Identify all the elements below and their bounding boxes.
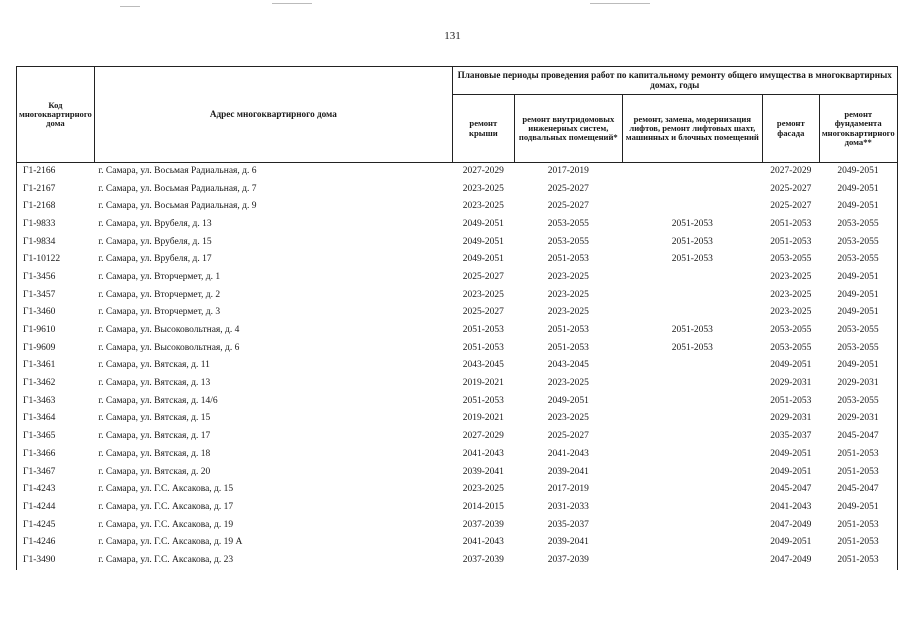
cell-foundation: 2051-2053 [819, 446, 897, 464]
cell-code: Г1-9833 [17, 216, 95, 234]
cell-elevators [622, 552, 762, 570]
cell-code: Г1-3465 [17, 428, 95, 446]
cell-engineering: 2053-2055 [547, 236, 589, 247]
table-row [17, 181, 898, 199]
cell-code: Г1-3463 [17, 393, 95, 411]
header-facade: ремонт фасада [762, 95, 819, 163]
table-row [17, 216, 898, 234]
cell-elevators [622, 517, 762, 535]
cell-code: Г1-3467 [17, 464, 95, 482]
cell-code: Г1-9834 [17, 234, 95, 252]
cell-facade: 2041-2043 [770, 501, 812, 512]
cell-engineering: 2023-2025 [547, 271, 589, 282]
cell-code: Г1-3462 [17, 375, 95, 393]
table-row [17, 375, 898, 393]
cell-foundation: 2053-2055 [819, 216, 897, 234]
cell-facade: 2025-2027 [770, 201, 812, 212]
cell-roof: 2025-2027 [462, 271, 504, 282]
header-address: Адрес многоквартирного дома [94, 67, 452, 163]
cell-foundation: 2053-2055 [819, 340, 897, 358]
cell-address: г. Самара, ул. Врубеля, д. 15 [98, 236, 212, 247]
table-row [17, 163, 898, 181]
table-row [17, 393, 898, 411]
cell-facade: 2029-2031 [770, 413, 812, 424]
cell-facade: 2051-2053 [770, 395, 812, 406]
cell-foundation: 2053-2055 [819, 393, 897, 411]
cell-code: Г1-4244 [17, 499, 95, 517]
cell-elevators [622, 393, 762, 411]
page-number: 131 [444, 30, 461, 42]
cell-facade: 2051-2053 [770, 218, 812, 229]
cell-facade: 2023-2025 [770, 271, 812, 282]
cell-elevators [622, 181, 762, 199]
cell-code: Г1-2166 [17, 163, 95, 181]
cell-elevators: 2051-2053 [671, 254, 713, 265]
cell-elevators [622, 305, 762, 323]
cell-facade: 2049-2051 [770, 537, 812, 548]
cell-elevators [622, 375, 762, 393]
cell-code: Г1-3461 [17, 358, 95, 376]
cell-facade: 2053-2055 [770, 325, 812, 336]
cell-facade: 2053-2055 [770, 254, 812, 265]
cell-engineering: 2043-2045 [547, 360, 589, 371]
cell-address: г. Самара, ул. Вятская, д. 13 [98, 378, 211, 389]
cell-elevators [622, 198, 762, 216]
table-row [17, 428, 898, 446]
table-row [17, 552, 898, 570]
cell-foundation: 2053-2055 [819, 234, 897, 252]
cell-roof: 2023-2025 [462, 201, 504, 212]
cell-address: г. Самара, ул. Вятская, д. 14/6 [98, 395, 218, 406]
cell-engineering: 2017-2019 [547, 484, 589, 495]
cell-foundation: 2053-2055 [819, 322, 897, 340]
table-row [17, 446, 898, 464]
table-row [17, 481, 898, 499]
cell-roof: 2049-2051 [462, 236, 504, 247]
scan-mark [120, 6, 140, 7]
cell-roof: 2051-2053 [462, 395, 504, 406]
cell-elevators: 2051-2053 [671, 342, 713, 353]
cell-engineering: 2025-2027 [547, 431, 589, 442]
cell-roof: 2037-2039 [462, 554, 504, 565]
cell-foundation: 2045-2047 [819, 428, 897, 446]
cell-elevators: 2051-2053 [671, 218, 713, 229]
table-row [17, 322, 898, 340]
cell-engineering: 2023-2025 [547, 289, 589, 300]
cell-roof: 2023-2025 [462, 183, 504, 194]
cell-elevators: 2051-2053 [671, 325, 713, 336]
table-row [17, 305, 898, 323]
cell-address: г. Самара, ул. Вторчермет, д. 1 [98, 271, 221, 282]
cell-code: Г1-4245 [17, 517, 95, 535]
cell-engineering: 2017-2019 [547, 165, 589, 176]
cell-elevators [622, 269, 762, 287]
cell-engineering: 2025-2027 [547, 183, 589, 194]
cell-engineering: 2051-2053 [547, 325, 589, 336]
cell-foundation: 2049-2051 [819, 269, 897, 287]
header-code: Код многоквартирного дома [17, 67, 95, 163]
cell-roof: 2019-2021 [462, 378, 504, 389]
repair-schedule-table [16, 66, 898, 570]
cell-roof: 2039-2041 [462, 466, 504, 477]
table-row [17, 340, 898, 358]
cell-foundation: 2049-2051 [819, 163, 897, 181]
cell-code: Г1-3460 [17, 305, 95, 323]
cell-engineering: 2023-2025 [547, 307, 589, 318]
cell-address: г. Самара, ул. Вторчермет, д. 2 [98, 289, 221, 300]
cell-roof: 2019-2021 [462, 413, 504, 424]
header-foundation: ремонт фундамента многоквартирного дома** [819, 95, 897, 163]
table-row [17, 269, 898, 287]
cell-roof: 2023-2025 [462, 484, 504, 495]
cell-address: г. Самара, ул. Высоковольтная, д. 4 [98, 325, 240, 336]
cell-foundation: 2029-2031 [819, 411, 897, 429]
cell-elevators [622, 287, 762, 305]
cell-address: г. Самара, ул. Вятская, д. 15 [98, 413, 211, 424]
cell-engineering: 2039-2041 [547, 466, 589, 477]
cell-facade: 2047-2049 [770, 519, 812, 530]
cell-address: г. Самара, ул. Высоковольтная, д. 6 [98, 342, 240, 353]
cell-roof: 2043-2045 [462, 360, 504, 371]
cell-roof: 2049-2051 [462, 254, 504, 265]
cell-roof: 2049-2051 [462, 218, 504, 229]
cell-address: г. Самара, ул. Г.С. Аксакова, д. 19 [98, 519, 234, 530]
table-row [17, 499, 898, 517]
table-row [17, 287, 898, 305]
cell-code: Г1-4243 [17, 481, 95, 499]
cell-address: г. Самара, ул. Г.С. Аксакова, д. 23 [98, 554, 234, 565]
cell-foundation: 2049-2051 [819, 287, 897, 305]
cell-foundation: 2051-2053 [819, 464, 897, 482]
cell-foundation: 2045-2047 [819, 481, 897, 499]
cell-facade: 2051-2053 [770, 236, 812, 247]
cell-code: Г1-2167 [17, 181, 95, 199]
cell-address: г. Самара, ул. Восьмая Радиальная, д. 7 [98, 183, 257, 194]
cell-facade: 2049-2051 [770, 360, 812, 371]
cell-address: г. Самара, ул. Вятская, д. 18 [98, 448, 211, 459]
cell-facade: 2023-2025 [770, 307, 812, 318]
cell-engineering: 2025-2027 [547, 201, 589, 212]
cell-foundation: 2051-2053 [819, 517, 897, 535]
cell-address: г. Самара, ул. Врубеля, д. 13 [98, 218, 212, 229]
cell-roof: 2051-2053 [462, 325, 504, 336]
cell-facade: 2027-2029 [770, 165, 812, 176]
cell-address: г. Самара, ул. Г.С. Аксакова, д. 15 [98, 484, 234, 495]
table-row [17, 251, 898, 269]
cell-code: Г1-3464 [17, 411, 95, 429]
cell-foundation: 2053-2055 [819, 251, 897, 269]
header-elevators: ремонт, замена, модернизация лифтов, ремонт лифтовых шахт, машинных и блочных помещений [622, 95, 762, 163]
cell-foundation: 2051-2053 [819, 552, 897, 570]
cell-engineering: 2031-2033 [547, 501, 589, 512]
cell-elevators [622, 428, 762, 446]
cell-foundation: 2049-2051 [819, 305, 897, 323]
cell-address: г. Самара, ул. Вятская, д. 17 [98, 431, 211, 442]
cell-engineering: 2049-2051 [547, 395, 589, 406]
cell-engineering: 2041-2043 [547, 448, 589, 459]
cell-facade: 2053-2055 [770, 342, 812, 353]
cell-address: г. Самара, ул. Врубеля, д. 17 [98, 254, 212, 265]
cell-facade: 2045-2047 [770, 484, 812, 495]
cell-elevators [622, 499, 762, 517]
cell-address: г. Самара, ул. Г.С. Аксакова, д. 19 А [98, 537, 243, 548]
cell-foundation: 2049-2051 [819, 181, 897, 199]
cell-foundation: 2049-2051 [819, 499, 897, 517]
cell-elevators [622, 358, 762, 376]
table-row [17, 534, 898, 552]
cell-address: г. Самара, ул. Восьмая Радиальная, д. 6 [98, 165, 257, 176]
cell-code: Г1-3456 [17, 269, 95, 287]
cell-facade: 2049-2051 [770, 448, 812, 459]
table-row [17, 358, 898, 376]
cell-elevators: 2051-2053 [671, 236, 713, 247]
cell-address: г. Самара, ул. Вятская, д. 20 [98, 466, 211, 477]
scan-mark [272, 3, 312, 4]
cell-roof: 2014-2015 [462, 501, 504, 512]
cell-elevators [622, 163, 762, 181]
cell-facade: 2049-2051 [770, 466, 812, 477]
cell-engineering: 2053-2055 [547, 218, 589, 229]
scan-mark [590, 3, 650, 4]
cell-roof: 2041-2043 [462, 537, 504, 548]
cell-code: Г1-2168 [17, 198, 95, 216]
table-row [17, 198, 898, 216]
cell-roof: 2027-2029 [462, 165, 504, 176]
table-row [17, 234, 898, 252]
table-row [17, 517, 898, 535]
cell-elevators [622, 446, 762, 464]
cell-foundation: 2051-2053 [819, 534, 897, 552]
cell-engineering: 2023-2025 [547, 413, 589, 424]
cell-engineering: 2051-2053 [547, 342, 589, 353]
cell-roof: 2041-2043 [462, 448, 504, 459]
cell-engineering: 2023-2025 [547, 378, 589, 389]
cell-code: Г1-10122 [17, 251, 95, 269]
cell-elevators [622, 411, 762, 429]
table-body [17, 163, 898, 570]
table-row [17, 464, 898, 482]
cell-code: Г1-4246 [17, 534, 95, 552]
header-engineering-systems: ремонт внутридомовых инженерных систем, подвальных помещений* [514, 95, 622, 163]
cell-address: г. Самара, ул. Вторчермет, д. 3 [98, 307, 221, 318]
cell-foundation: 2049-2051 [819, 198, 897, 216]
cell-address: г. Самара, ул. Восьмая Радиальная, д. 9 [98, 201, 257, 212]
cell-address: г. Самара, ул. Г.С. Аксакова, д. 17 [98, 501, 234, 512]
cell-code: Г1-9610 [17, 322, 95, 340]
cell-elevators [622, 464, 762, 482]
cell-facade: 2025-2027 [770, 183, 812, 194]
cell-address: г. Самара, ул. Вятская, д. 11 [98, 360, 210, 371]
cell-roof: 2051-2053 [462, 342, 504, 353]
cell-engineering: 2035-2037 [547, 519, 589, 530]
cell-engineering: 2039-2041 [547, 537, 589, 548]
cell-code: Г1-3490 [17, 552, 95, 570]
cell-elevators [622, 481, 762, 499]
cell-foundation: 2029-2031 [819, 375, 897, 393]
cell-roof: 2037-2039 [462, 519, 504, 530]
cell-facade: 2023-2025 [770, 289, 812, 300]
cell-roof: 2027-2029 [462, 431, 504, 442]
cell-code: Г1-9609 [17, 340, 95, 358]
cell-roof: 2023-2025 [462, 289, 504, 300]
cell-elevators [622, 534, 762, 552]
cell-code: Г1-3466 [17, 446, 95, 464]
cell-engineering: 2051-2053 [547, 254, 589, 265]
header-periods: Плановые периоды проведения работ по капитальному ремонту общего имущества в многоквартирных домах, годы [452, 67, 897, 95]
cell-roof: 2025-2027 [462, 307, 504, 318]
cell-engineering: 2037-2039 [547, 554, 589, 565]
header-roof: ремонт крыши [452, 95, 514, 163]
cell-facade: 2035-2037 [770, 431, 812, 442]
cell-facade: 2047-2049 [770, 554, 812, 565]
cell-code: Г1-3457 [17, 287, 95, 305]
cell-foundation: 2049-2051 [819, 358, 897, 376]
cell-facade: 2029-2031 [770, 378, 812, 389]
table-row [17, 411, 898, 429]
